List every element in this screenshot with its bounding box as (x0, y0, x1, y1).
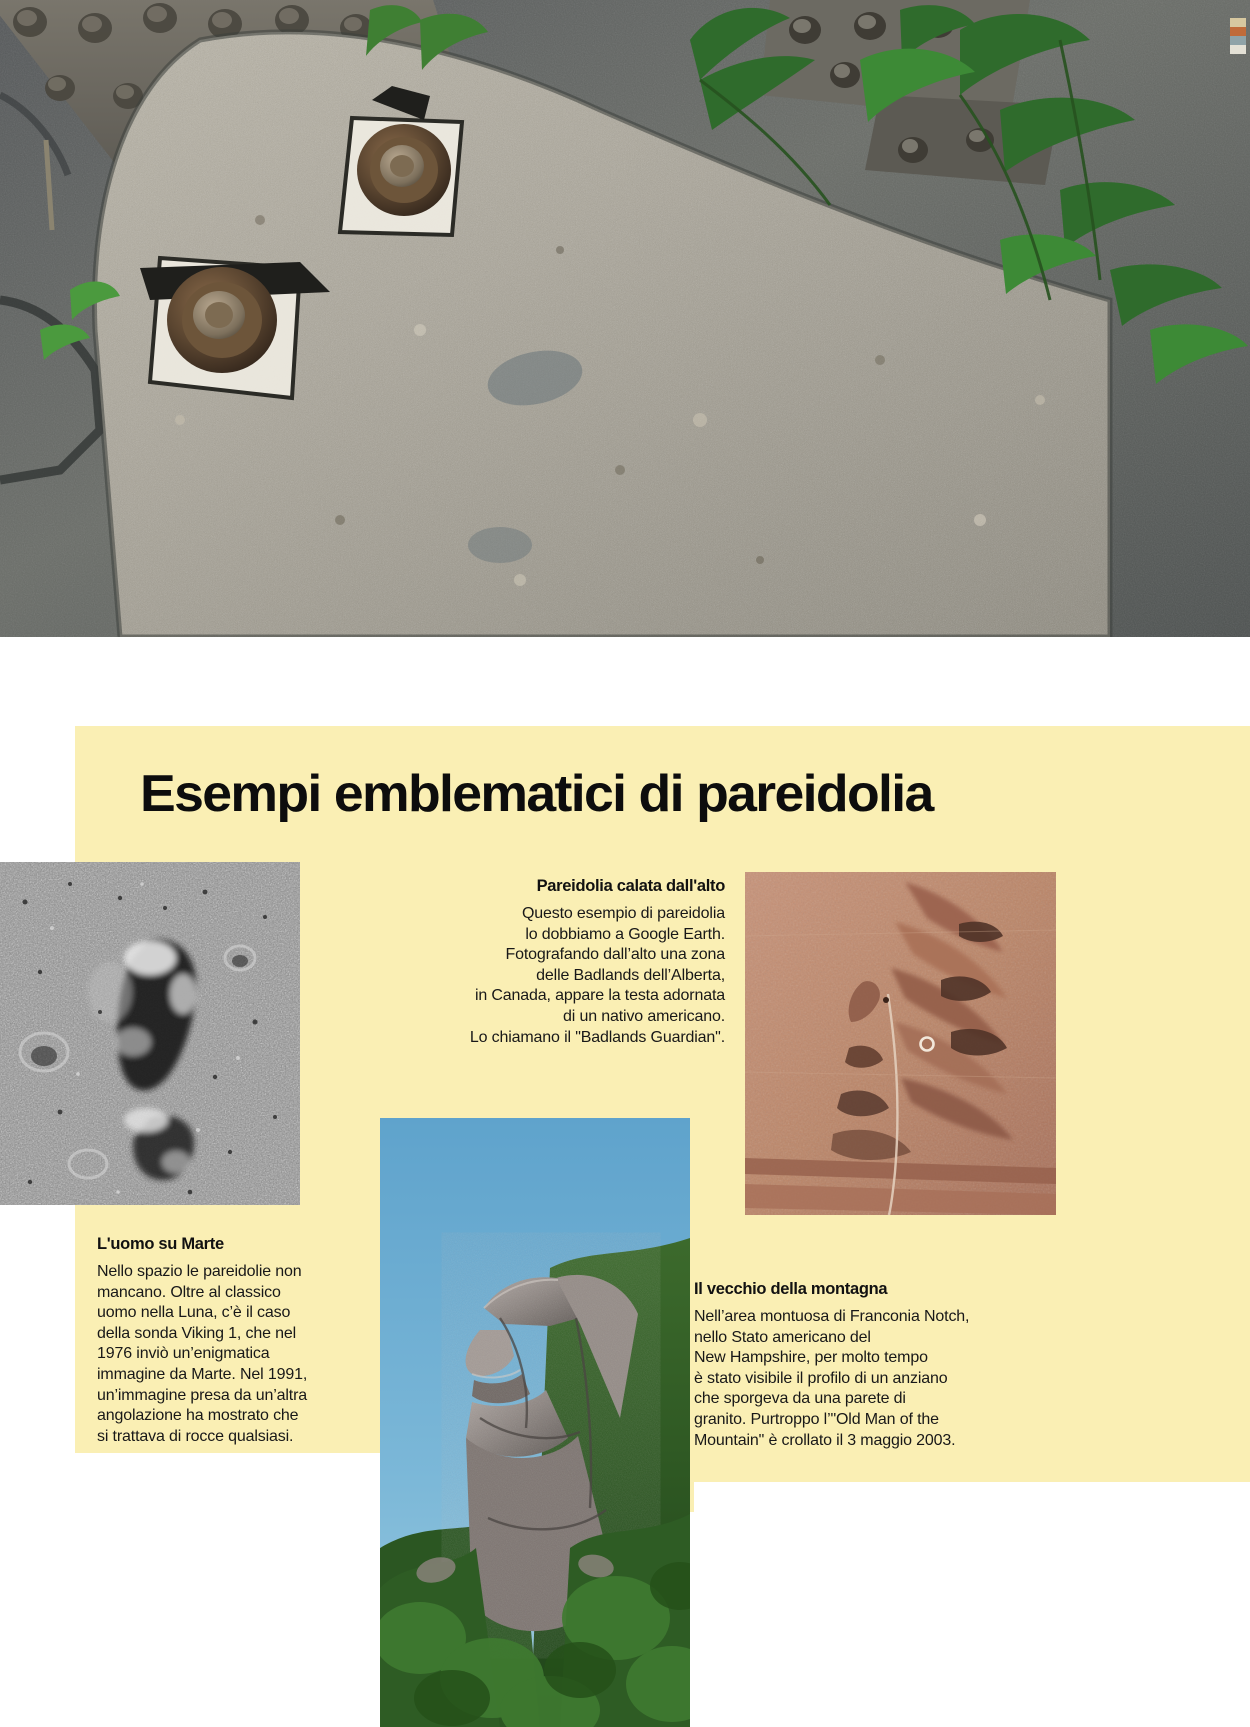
caption-oldman-body (694, 1307, 1024, 1451)
corner-swatch-1 (1230, 18, 1246, 27)
caption-line: in Canada, appare la testa adornata (474, 987, 725, 1005)
page-title: Esempi emblematici di pareidolia (140, 765, 933, 823)
old-man-of-the-mountain-illustration (380, 1118, 690, 1727)
caption-mars (97, 1233, 337, 1447)
panel-notch-bottom-right (694, 1482, 1250, 1727)
badlands-guardian-photo (745, 872, 1056, 1215)
caption-line: Mountain" è crollato il 3 maggio 2003. (694, 1431, 956, 1449)
hero-illustration (0, 0, 1250, 637)
caption-mars-body (97, 1262, 337, 1447)
caption-line: Nell’area montuosa di Franconia Notch, (694, 1308, 970, 1325)
caption-line: nello Stato americano del (694, 1328, 871, 1346)
corner-swatch-2 (1230, 27, 1246, 36)
badlands-guardian-illustration (745, 872, 1056, 1215)
caption-line: granito. Purtroppo l’"Old Man of the (694, 1410, 939, 1428)
caption-line: lo dobbiamo a Google Earth. (525, 925, 725, 943)
caption-line: si trattava di rocce qualsiasi. (97, 1427, 294, 1445)
caption-mars-title: L'uomo su Marte (97, 1235, 224, 1253)
caption-line: è stato visibile il profilo di un anziano (694, 1369, 948, 1387)
caption-line: uomo nella Luna, c’è il caso (97, 1304, 291, 1322)
caption-badlands-body (430, 904, 725, 1048)
caption-badlands-title: Pareidolia calata dall'alto (536, 877, 725, 895)
caption-line: Nello spazio le pareidolie non (97, 1263, 302, 1280)
face-on-mars-illustration (0, 862, 300, 1205)
caption-line: mancano. Oltre al classico (97, 1283, 281, 1301)
caption-line: Questo esempio di pareidolia (521, 905, 725, 922)
concrete-slab-face-photo (0, 0, 1250, 637)
caption-line: delle Badlands dell’Alberta, (536, 966, 725, 984)
caption-line: della sonda Viking 1, che nel (97, 1324, 297, 1342)
caption-oldman (694, 1278, 1024, 1451)
caption-line: Lo chiamano il "Badlands Guardian". (469, 1028, 725, 1046)
old-man-of-the-mountain-photo (380, 1118, 690, 1727)
caption-line: Fotografando dall’alto una zona (505, 946, 725, 964)
face-on-mars-photo (0, 862, 300, 1205)
corner-swatch-3 (1230, 36, 1246, 45)
caption-line: che sporgeva da una parete di (694, 1390, 906, 1408)
page-corner-color-tab (1230, 18, 1246, 52)
caption-line: New Hampshire, per molto tempo (694, 1349, 928, 1367)
caption-line: di un nativo americano. (563, 1007, 725, 1025)
caption-line: 1976 inviò un’enigmatica (97, 1345, 270, 1363)
caption-line: un’immagine presa da un’altra (97, 1386, 307, 1404)
caption-line: immagine da Marte. Nel 1991, (97, 1365, 308, 1383)
corner-swatch-4 (1230, 45, 1246, 54)
caption-oldman-title: Il vecchio della montagna (694, 1280, 888, 1298)
caption-line: angolazione ha mostrato che (97, 1407, 299, 1425)
caption-badlands (430, 875, 725, 1048)
panel-notch-bottom-left (0, 1453, 380, 1727)
